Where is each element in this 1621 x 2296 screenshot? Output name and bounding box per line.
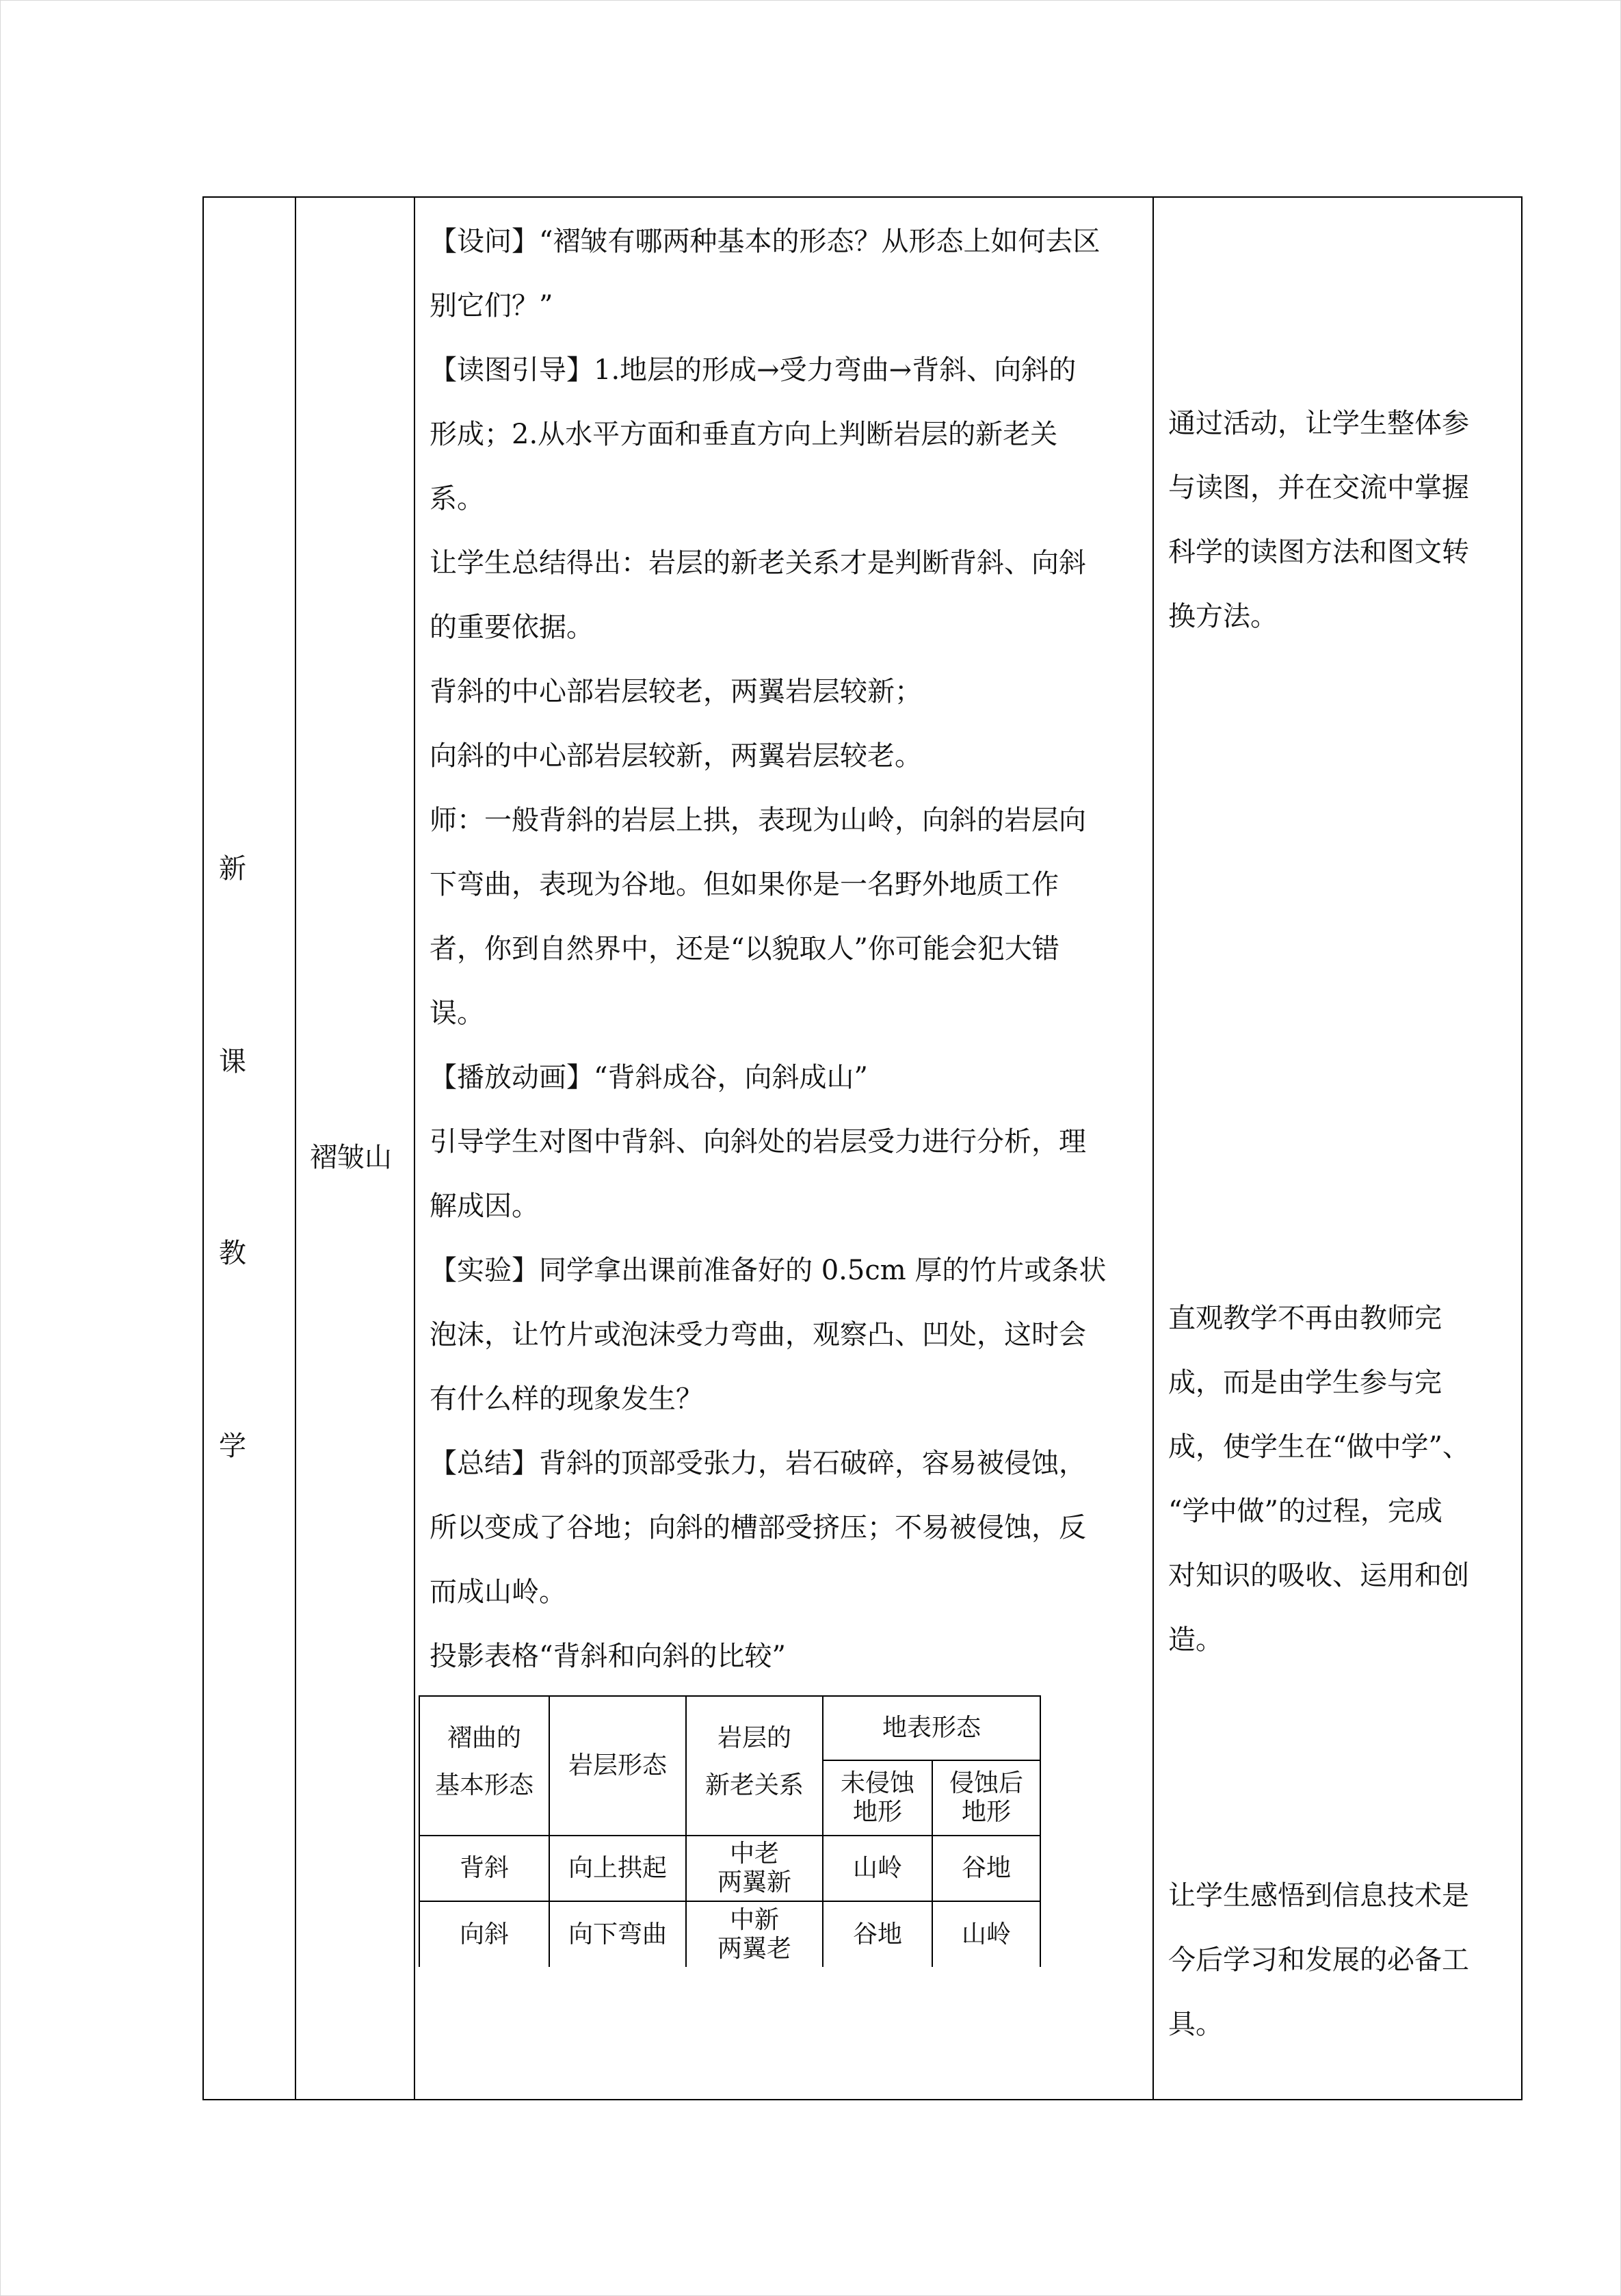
table-left-border xyxy=(202,196,204,2100)
content-line: 形成；2.从水平方面和垂直方向上判断岩层的新老关 xyxy=(430,419,1058,450)
intent-line: 换方法。 xyxy=(1168,601,1278,632)
section-char-2: 课 xyxy=(219,1046,246,1078)
content-line: 别它们？” xyxy=(430,290,553,322)
content-line: 所以变成了谷地；向斜的槽部受挤压；不易被侵蚀，反 xyxy=(430,1512,1086,1543)
content-line: 师：一般背斜的岩层上拱，表现为山岭，向斜的岩层向 xyxy=(430,805,1086,836)
intent-line: 科学的读图方法和图文转 xyxy=(1168,536,1469,568)
comparison-table xyxy=(419,1695,1041,1967)
header-age: 岩层的 新老关系 xyxy=(686,1696,823,1836)
table-right-border xyxy=(1521,196,1523,2100)
content-line: 【读图引导】1.地层的形成→受力弯曲→背斜、向斜的 xyxy=(430,354,1077,386)
content-line: 引导学生对图中背斜、向斜处的岩层受力进行分析，理 xyxy=(430,1126,1086,1158)
header-rock-shape: 岩层形态 xyxy=(549,1696,686,1836)
intent-line: 通过活动，让学生整体参 xyxy=(1168,408,1469,439)
intent-line: 让学生感悟到信息技术是 xyxy=(1168,1880,1469,1912)
table-bottom-border xyxy=(202,2099,1523,2100)
content-line: 的重要依据。 xyxy=(430,612,594,643)
intent-line: 今后学习和发展的必备工 xyxy=(1168,1944,1469,1976)
content-line: 而成山岭。 xyxy=(430,1576,566,1608)
content-line: 【播放动画】“背斜成谷，向斜成山” xyxy=(430,1062,868,1093)
content-line: 投影表格“背斜和向斜的比较” xyxy=(430,1641,786,1672)
design-intent-block-2 xyxy=(1168,1286,1503,1672)
section-char-1: 新 xyxy=(219,853,246,885)
row-age: 中新 两翼老 xyxy=(686,1901,823,1967)
content-line: 【实验】同学拿出课前准备好的 0.5cm 厚的竹片或条状 xyxy=(430,1255,1107,1286)
design-intent-block-1 xyxy=(1168,391,1503,649)
table-top-border xyxy=(202,196,1523,198)
section-char-3: 教 xyxy=(219,1238,246,1269)
content-line: 向斜的中心部岩层较新，两翼岩层较老。 xyxy=(430,740,922,772)
content-line: 者，你到自然界中，还是“以貌取人”你可能会犯大错 xyxy=(430,933,1059,965)
intent-line: 具。 xyxy=(1168,2009,1223,2040)
topic-label: 褶皱山 xyxy=(310,1142,392,1173)
content-line: 【设问】“褶皱有哪两种基本的形态？从形态上如何去区 xyxy=(430,226,1101,257)
header-uneroded: 未侵蚀 地形 xyxy=(823,1760,932,1836)
intent-line: 造。 xyxy=(1168,1624,1223,1656)
column-divider-3 xyxy=(1152,196,1154,2100)
intent-line: 与读图，并在交流中掌握 xyxy=(1168,472,1469,504)
content-line: 下弯曲，表现为谷地。但如果你是一名野外地质工作 xyxy=(430,869,1059,900)
table-row xyxy=(419,1901,1040,1967)
intent-line: “学中做”的过程，完成 xyxy=(1168,1496,1442,1527)
row-uneroded: 山岭 xyxy=(823,1836,932,1901)
section-char-4: 学 xyxy=(219,1431,246,1462)
content-line: 让学生总结得出：岩层的新老关系才是判断背斜、向斜 xyxy=(430,547,1086,579)
row-form: 背斜 xyxy=(419,1836,549,1901)
row-eroded: 山岭 xyxy=(932,1901,1040,1967)
row-shape: 向下弯曲 xyxy=(549,1901,686,1967)
content-line: 解成因。 xyxy=(430,1190,539,1222)
intent-line: 成，使学生在“做中学”、 xyxy=(1168,1431,1470,1463)
row-age: 中老 两翼新 xyxy=(686,1836,823,1901)
column-divider-2 xyxy=(414,196,415,2100)
content-line: 泡沫，让竹片或泡沫受力弯曲，观察凸、凹处，这时会 xyxy=(430,1319,1086,1351)
row-uneroded: 谷地 xyxy=(823,1901,932,1967)
content-line: 【总结】背斜的顶部受张力，岩石破碎，容易被侵蚀， xyxy=(430,1448,1086,1479)
design-intent-block-3 xyxy=(1168,1864,1503,2057)
header-surface: 地表形态 xyxy=(823,1696,1040,1760)
intent-line: 直观教学不再由教师完 xyxy=(1168,1303,1442,1334)
row-eroded: 谷地 xyxy=(932,1836,1040,1901)
row-form: 向斜 xyxy=(419,1901,549,1967)
intent-line: 成，而是由学生参与完 xyxy=(1168,1367,1442,1398)
teaching-content xyxy=(430,209,1134,1688)
column-divider-1 xyxy=(295,196,296,2100)
content-line: 背斜的中心部岩层较老，两翼岩层较新； xyxy=(430,676,922,707)
content-line: 有什么样的现象发生？ xyxy=(430,1383,703,1415)
table-row xyxy=(419,1836,1040,1901)
header-eroded: 侵蚀后 地形 xyxy=(932,1760,1040,1836)
intent-line: 对知识的吸收、运用和创 xyxy=(1168,1560,1469,1591)
content-line: 系。 xyxy=(430,483,484,514)
header-form: 褶曲的 基本形态 xyxy=(419,1696,549,1836)
content-line: 误。 xyxy=(430,997,484,1029)
row-shape: 向上拱起 xyxy=(549,1836,686,1901)
